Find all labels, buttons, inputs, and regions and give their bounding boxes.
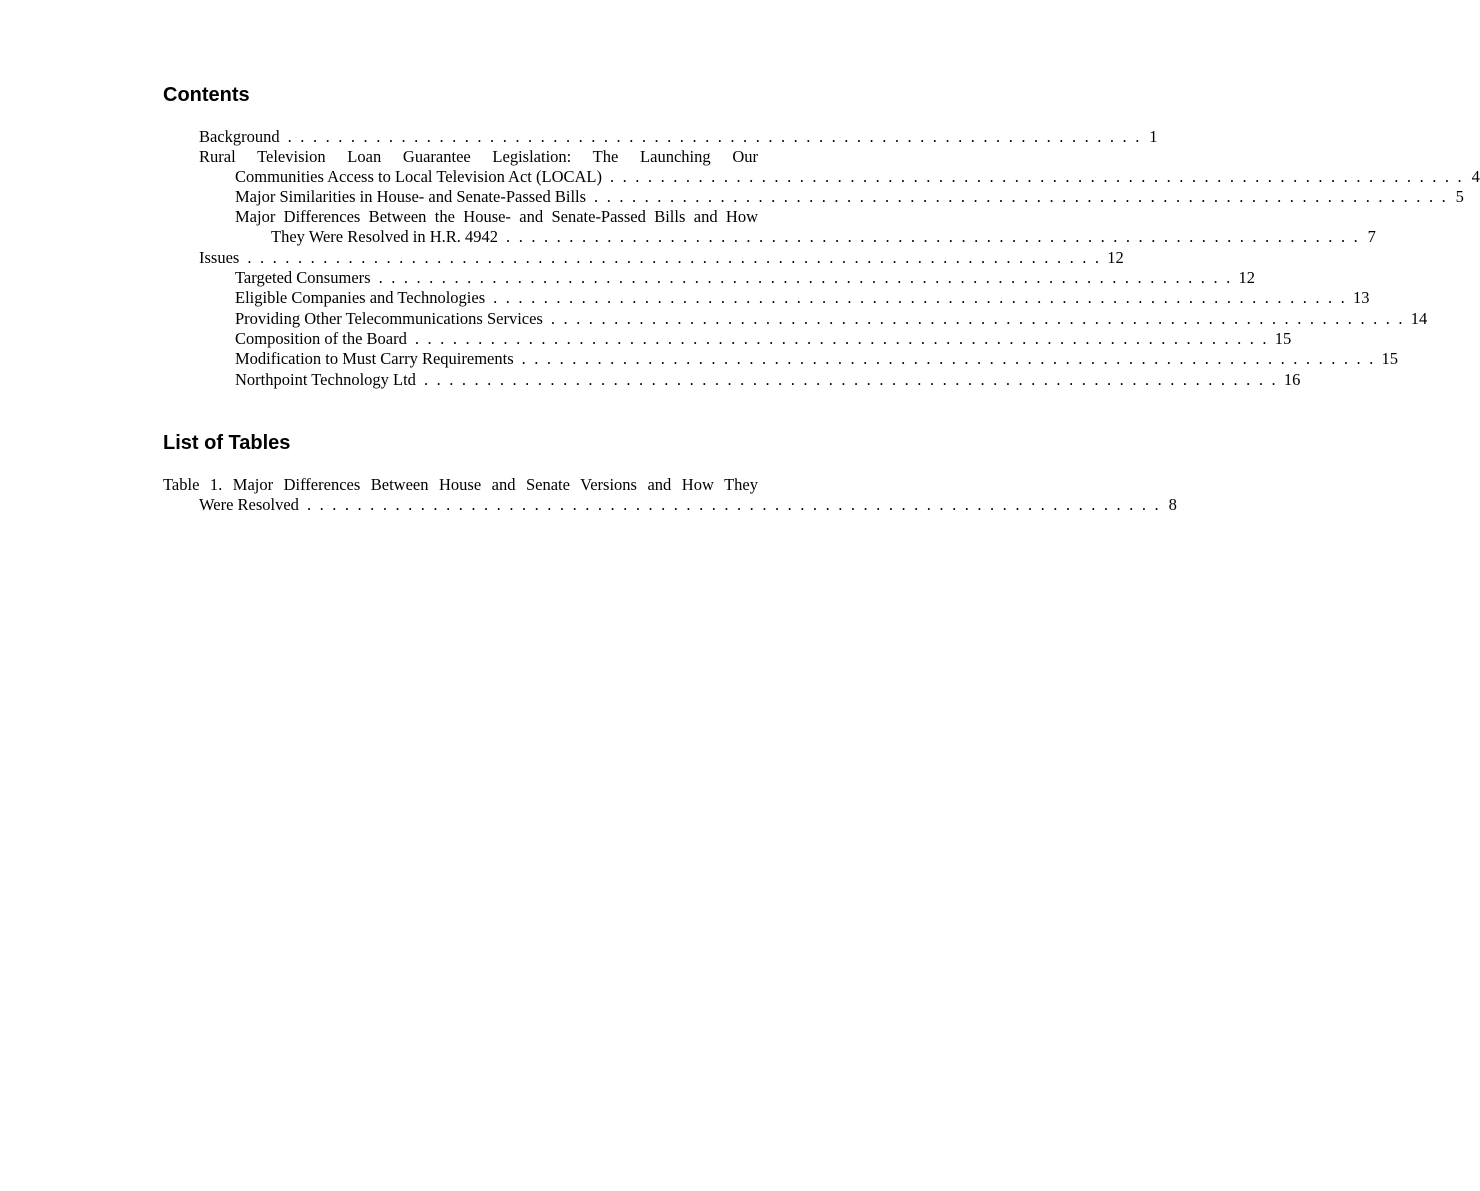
toc-entry-title: Background xyxy=(199,127,280,146)
toc-entry-other-telecom-services[interactable] xyxy=(235,309,1428,329)
list-of-tables-heading: List of Tables xyxy=(163,432,291,454)
toc-page-number: 12 xyxy=(1107,248,1124,267)
toc-entry-northpoint[interactable] xyxy=(235,370,1301,390)
toc-entry-title: Major Similarities in House- and Senate-Passed Bills xyxy=(235,187,587,206)
leader-dots: . . . . . . . . . . . . . . . . . . . . . . . . . . . . . . . . . . . . . . . . . . . . . . . . . . . . . . . . . . . . . . . . . . . . xyxy=(594,187,1448,206)
toc-page-number: 1 xyxy=(1149,127,1158,146)
toc-page-number: 14 xyxy=(1410,309,1428,328)
toc-entry-eligible-companies[interactable] xyxy=(235,288,1370,308)
toc-entry-title: Rural Television Loan Guarantee Legislation: The Launching Our xyxy=(199,147,758,166)
contents-heading: Contents xyxy=(163,84,250,106)
toc-entry-title: Major Differences Between the House- and Senate-Passed Bills and How xyxy=(235,207,758,226)
toc-page-number: 15 xyxy=(1274,329,1292,348)
toc-entry-title: Providing Other Telecommunications Services xyxy=(235,309,543,328)
toc-entry-title-continued: Communities Access to Local Television Act (LOCAL) xyxy=(235,167,602,187)
toc-entry-title: Modification to Must Carry Requirements xyxy=(235,349,514,368)
leader-dots: . . . . . . . . . . . . . . . . . . . . . . . . . . . . . . . . . . . . . . . . . . . . . . . . . . . . . . . . . . . . . . . . . . . . xyxy=(521,349,1376,368)
leader-dots: . . . . . . . . . . . . . . . . . . . . . . . . . . . . . . . . . . . . . . . . . . . . . . . . . . . . . . . . . . . . . . . . . . . . xyxy=(287,127,1142,146)
leader-dots: . . . . . . . . . . . . . . . . . . . . . . . . . . . . . . . . . . . . . . . . . . . . . . . . . . . . . . . . . . . . . . . . . . . . xyxy=(493,288,1347,307)
toc-entry-targeted-consumers[interactable] xyxy=(235,268,1255,288)
toc-entry-background[interactable] xyxy=(199,127,1158,147)
toc-page-number: 15 xyxy=(1381,349,1398,368)
toc-entry-title: Eligible Companies and Technologies xyxy=(235,288,486,307)
toc-entry-major-similarities[interactable] xyxy=(235,187,1464,207)
table-entry-title: Table 1. Major Differences Between House and Senate Versions and How They xyxy=(163,475,758,494)
table-page-number: 8 xyxy=(1168,495,1177,515)
table-entry-title-continued: Were Resolved xyxy=(199,495,299,515)
toc-page-number: 4 xyxy=(1471,167,1480,187)
toc-entry-title-continued: They Were Resolved in H.R. 4942 xyxy=(271,227,499,247)
toc-page-number: 12 xyxy=(1238,268,1255,287)
leader-dots: . . . . . . . . . . . . . . . . . . . . . . . . . . . . . . . . . . . . . . . . . . . . . . . . . . . . . . . . . . . . . . . . . . . . xyxy=(247,248,1102,267)
toc-entry-composition-board[interactable] xyxy=(235,329,1292,349)
leader-dots: . . . . . . . . . . . . . . . . . . . . . . . . . . . . . . . . . . . . . . . . . . . . . . . . . . . . . . . . . . . . . . . . . . . . xyxy=(506,227,1360,247)
toc-entry-major-differences[interactable] xyxy=(235,207,1376,247)
toc-entry-title: Composition of the Board xyxy=(235,329,407,348)
toc-entry-title: Northpoint Technology Ltd xyxy=(235,370,416,389)
leader-dots: . . . . . . . . . . . . . . . . . . . . . . . . . . . . . . . . . . . . . . . . . . . . . . . . . . . . . . . . . . . . . . . . . . . . xyxy=(414,329,1269,348)
toc-page-number: 13 xyxy=(1353,288,1370,307)
toc-page-number: 5 xyxy=(1455,187,1464,206)
toc-page-number: 16 xyxy=(1283,370,1301,389)
toc-entry-title: Targeted Consumers xyxy=(235,268,371,287)
table-entry-table-1[interactable] xyxy=(163,475,1177,515)
leader-dots: . . . . . . . . . . . . . . . . . . . . . . . . . . . . . . . . . . . . . . . . . . . . . . . . . . . . . . . . . . . . . . . . . . . . xyxy=(378,268,1233,287)
leader-dots: . . . . . . . . . . . . . . . . . . . . . . . . . . . . . . . . . . . . . . . . . . . . . . . . . . . . . . . . . . . . . . . . . . . . xyxy=(306,495,1161,515)
toc-entry-must-carry[interactable] xyxy=(235,349,1398,369)
toc-page-number: 7 xyxy=(1367,227,1376,247)
toc-entry-issues[interactable] xyxy=(199,248,1124,268)
toc-entry-title: Issues xyxy=(199,248,240,267)
toc-entry-rural-television[interactable] xyxy=(199,147,1480,187)
leader-dots: . . . . . . . . . . . . . . . . . . . . . . . . . . . . . . . . . . . . . . . . . . . . . . . . . . . . . . . . . . . . . . . . . . . . xyxy=(550,309,1405,328)
leader-dots: . . . . . . . . . . . . . . . . . . . . . . . . . . . . . . . . . . . . . . . . . . . . . . . . . . . . . . . . . . . . . . . . . . . . xyxy=(609,167,1464,187)
leader-dots: . . . . . . . . . . . . . . . . . . . . . . . . . . . . . . . . . . . . . . . . . . . . . . . . . . . . . . . . . . . . . . . . . . . . xyxy=(423,370,1278,389)
